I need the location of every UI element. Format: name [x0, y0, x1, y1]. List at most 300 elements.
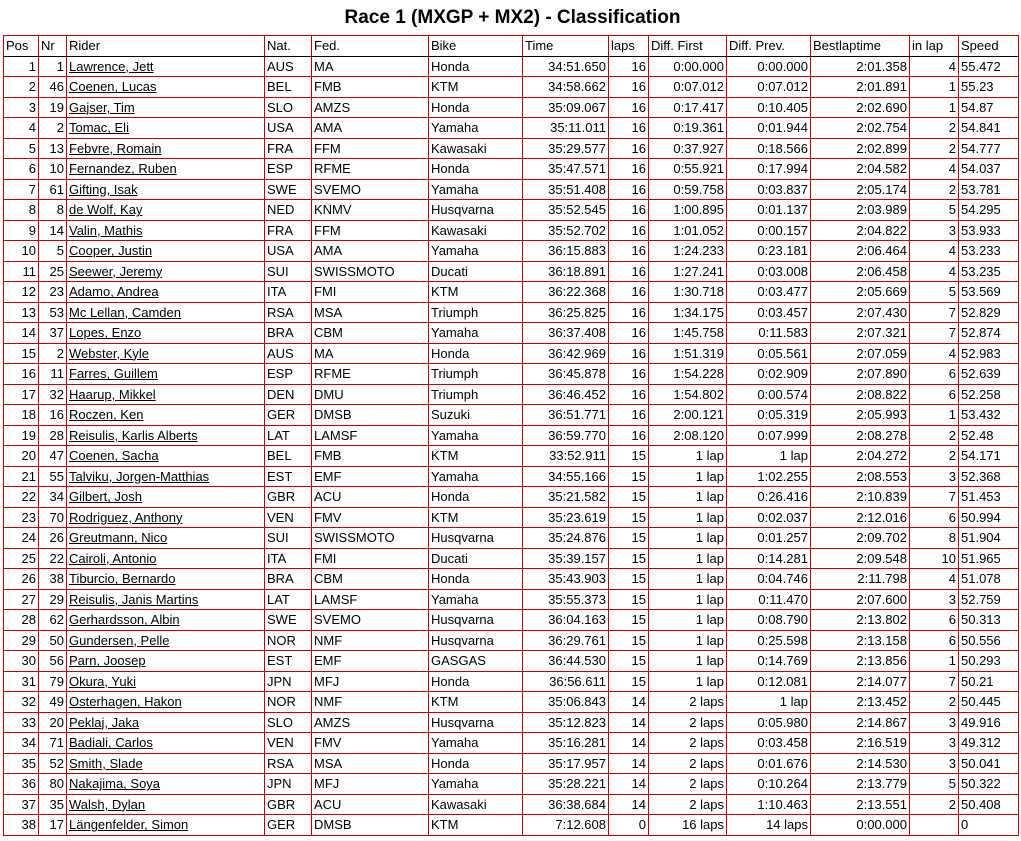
- rider-cell: [67, 384, 265, 405]
- table-row: [4, 446, 1019, 467]
- speed-cell: 54.841: [959, 118, 1019, 139]
- table-row: [4, 774, 1019, 795]
- speed-cell: 0: [959, 815, 1019, 836]
- fed-cell: DMU: [312, 384, 429, 405]
- rider-name-link[interactable]: Mc Lellan, Camden: [69, 304, 181, 320]
- pos-cell: 9: [4, 220, 39, 241]
- in-lap-cell: 4: [910, 343, 959, 364]
- fed-cell: DMSB: [312, 815, 429, 836]
- nat-cell: NOR: [265, 692, 312, 713]
- rider-cell: [67, 815, 265, 836]
- bike-cell: Honda: [429, 753, 523, 774]
- rider-name-link[interactable]: Gajser, Tim: [69, 99, 135, 115]
- time-cell: 35:23.619: [523, 507, 609, 528]
- nat-cell: USA: [265, 241, 312, 262]
- pos-cell: 19: [4, 425, 39, 446]
- bike-cell: Honda: [429, 56, 523, 77]
- laps-cell: 14: [609, 692, 649, 713]
- time-cell: 34:55.166: [523, 466, 609, 487]
- in-lap-cell: 10: [910, 548, 959, 569]
- nat-cell: RSA: [265, 302, 312, 323]
- bike-cell: Yamaha: [429, 589, 523, 610]
- diff-prev-cell: 14 laps: [727, 815, 811, 836]
- bestlaptime-cell: 2:11.798: [811, 569, 910, 590]
- rider-name-link[interactable]: Lopes, Enzo: [69, 325, 142, 341]
- in-lap-cell: 2: [910, 179, 959, 200]
- diff-first-cell: 2:00.121: [649, 405, 727, 426]
- in-lap-cell: 4: [910, 241, 959, 262]
- nr-cell: 29: [39, 589, 67, 610]
- laps-cell: 14: [609, 733, 649, 754]
- time-cell: 35:16.281: [523, 733, 609, 754]
- bike-cell: Honda: [429, 97, 523, 118]
- nat-cell: ITA: [265, 548, 312, 569]
- bike-cell: Triumph: [429, 302, 523, 323]
- table-row: [4, 815, 1019, 836]
- speed-cell: 53.781: [959, 179, 1019, 200]
- rider-cell: [67, 446, 265, 467]
- nr-cell: 20: [39, 712, 67, 733]
- diff-first-cell: 1 lap: [649, 630, 727, 651]
- bike-cell: Triumph: [429, 384, 523, 405]
- laps-cell: 16: [609, 77, 649, 98]
- in-lap-cell: 2: [910, 425, 959, 446]
- bestlaptime-cell: 2:09.702: [811, 528, 910, 549]
- pos-cell: 36: [4, 774, 39, 795]
- pos-cell: 12: [4, 282, 39, 303]
- diff-first-cell: 2 laps: [649, 794, 727, 815]
- diff-prev-cell: 0:08.790: [727, 610, 811, 631]
- diff-prev-cell: 0:00.000: [727, 56, 811, 77]
- diff-first-cell: 0:07.012: [649, 77, 727, 98]
- diff-prev-cell: 0:00.157: [727, 220, 811, 241]
- bestlaptime-cell: 2:06.464: [811, 241, 910, 262]
- diff-prev-cell: 0:17.994: [727, 159, 811, 180]
- bestlaptime-cell: 2:05.669: [811, 282, 910, 303]
- speed-cell: 52.829: [959, 302, 1019, 323]
- fed-cell: NMF: [312, 630, 429, 651]
- time-cell: 36:18.891: [523, 261, 609, 282]
- nr-cell: 80: [39, 774, 67, 795]
- nr-cell: 47: [39, 446, 67, 467]
- rider-name-link[interactable]: de Wolf, Kay: [69, 202, 143, 218]
- diff-prev-cell: 0:10.264: [727, 774, 811, 795]
- rider-name-link[interactable]: Seewer, Jeremy: [69, 263, 163, 279]
- nat-cell: SUI: [265, 528, 312, 549]
- diff-first-cell: 1 lap: [649, 569, 727, 590]
- rider-cell: [67, 200, 265, 221]
- rider-name-link[interactable]: Reisulis, Karlis Alberts: [69, 427, 198, 443]
- nr-cell: 5: [39, 241, 67, 262]
- in-lap-cell: 1: [910, 97, 959, 118]
- time-cell: 36:38.684: [523, 794, 609, 815]
- table-row: [4, 77, 1019, 98]
- speed-cell: 54.87: [959, 97, 1019, 118]
- rider-name-link[interactable]: Greutmann, Nico: [69, 530, 168, 546]
- speed-cell: 54.171: [959, 446, 1019, 467]
- bestlaptime-cell: 2:16.519: [811, 733, 910, 754]
- time-cell: 35:11.011: [523, 118, 609, 139]
- header-diff-prev: Diff. Prev.: [727, 36, 811, 57]
- fed-cell: FMI: [312, 548, 429, 569]
- speed-cell: 52.983: [959, 343, 1019, 364]
- laps-cell: 16: [609, 261, 649, 282]
- diff-prev-cell: 0:03.008: [727, 261, 811, 282]
- bike-cell: GASGAS: [429, 651, 523, 672]
- rider-cell: [67, 630, 265, 651]
- rider-name-link[interactable]: Tomac, Eli: [69, 120, 129, 136]
- bestlaptime-cell: 2:13.856: [811, 651, 910, 672]
- speed-cell: 52.639: [959, 364, 1019, 385]
- pos-cell: 4: [4, 118, 39, 139]
- rider-name-link[interactable]: Parn, Joosep: [69, 653, 146, 669]
- table-row: [4, 261, 1019, 282]
- speed-cell: 53.235: [959, 261, 1019, 282]
- table-row: [4, 118, 1019, 139]
- table-row: [4, 630, 1019, 651]
- fed-cell: MFJ: [312, 774, 429, 795]
- header-row: [4, 36, 1019, 57]
- time-cell: 36:22.368: [523, 282, 609, 303]
- in-lap-cell: 2: [910, 446, 959, 467]
- in-lap-cell: [910, 815, 959, 836]
- bestlaptime-cell: 2:07.430: [811, 302, 910, 323]
- pos-cell: 7: [4, 179, 39, 200]
- bike-cell: KTM: [429, 77, 523, 98]
- bike-cell: Yamaha: [429, 774, 523, 795]
- rider-name-link[interactable]: Gerhardsson, Albin: [69, 612, 180, 628]
- in-lap-cell: 4: [910, 261, 959, 282]
- nat-cell: ESP: [265, 364, 312, 385]
- header-speed: Speed: [959, 36, 1019, 57]
- rider-cell: [67, 97, 265, 118]
- rider-cell: [67, 712, 265, 733]
- nat-cell: SLO: [265, 712, 312, 733]
- rider-name-link[interactable]: Talviku, Jorgen-Matthias: [69, 468, 210, 484]
- rider-cell: [67, 692, 265, 713]
- rider-cell: [67, 282, 265, 303]
- rider-name-link[interactable]: Coenen, Lucas: [69, 79, 157, 95]
- nat-cell: GER: [265, 405, 312, 426]
- bestlaptime-cell: 2:02.899: [811, 138, 910, 159]
- rider-name-link[interactable]: Webster, Kyle: [69, 345, 149, 361]
- rider-name-link[interactable]: Febvre, Romain: [69, 140, 162, 156]
- header-nr: Nr: [39, 36, 67, 57]
- time-cell: 35:09.067: [523, 97, 609, 118]
- nat-cell: GBR: [265, 487, 312, 508]
- fed-cell: SWISSMOTO: [312, 528, 429, 549]
- in-lap-cell: 3: [910, 466, 959, 487]
- fed-cell: FMB: [312, 446, 429, 467]
- rider-name-link[interactable]: Gifting, Isak: [69, 181, 138, 197]
- laps-cell: 16: [609, 97, 649, 118]
- rider-name-link[interactable]: Gilbert, Josh: [69, 489, 142, 505]
- nat-cell: SUI: [265, 261, 312, 282]
- bestlaptime-cell: 2:13.802: [811, 610, 910, 631]
- table-row: [4, 138, 1019, 159]
- bike-cell: Ducati: [429, 261, 523, 282]
- rider-name-link[interactable]: Rodriguez, Anthony: [69, 509, 183, 525]
- speed-cell: 53.233: [959, 241, 1019, 262]
- rider-name-link[interactable]: Badiali, Carlos: [69, 735, 153, 751]
- rider-name-link[interactable]: Lawrence, Jett: [69, 58, 154, 74]
- pos-cell: 32: [4, 692, 39, 713]
- diff-first-cell: 1:30.718: [649, 282, 727, 303]
- fed-cell: KNMV: [312, 200, 429, 221]
- pos-cell: 38: [4, 815, 39, 836]
- diff-first-cell: 2 laps: [649, 692, 727, 713]
- rider-name-link[interactable]: Farres, Guillem: [69, 366, 158, 382]
- time-cell: 34:51.650: [523, 56, 609, 77]
- diff-prev-cell: 0:23.181: [727, 241, 811, 262]
- diff-first-cell: 1 lap: [649, 610, 727, 631]
- rider-name-link[interactable]: Roczen, Ken: [69, 407, 144, 423]
- page-title: Race 1 (MXGP + MX2) - Classification: [344, 7, 681, 28]
- speed-cell: 50.994: [959, 507, 1019, 528]
- nr-cell: 61: [39, 179, 67, 200]
- in-lap-cell: 1: [910, 405, 959, 426]
- pos-cell: 34: [4, 733, 39, 754]
- pos-cell: 18: [4, 405, 39, 426]
- rider-name-link[interactable]: Walsh, Dylan: [69, 796, 146, 812]
- bestlaptime-cell: 2:04.582: [811, 159, 910, 180]
- table-row: [4, 425, 1019, 446]
- bestlaptime-cell: 2:04.272: [811, 446, 910, 467]
- rider-name-link[interactable]: Peklaj, Jaka: [69, 714, 140, 730]
- rider-name-link[interactable]: Osterhagen, Hakon: [69, 694, 182, 710]
- table-row: [4, 507, 1019, 528]
- rider-name-link[interactable]: Cairoli, Antonio: [69, 550, 157, 566]
- rider-name-link[interactable]: Gundersen, Pelle: [69, 632, 170, 648]
- bestlaptime-cell: 2:02.754: [811, 118, 910, 139]
- time-cell: 36:46.452: [523, 384, 609, 405]
- bestlaptime-cell: 2:02.690: [811, 97, 910, 118]
- diff-prev-cell: 0:01.676: [727, 753, 811, 774]
- rider-name-link[interactable]: Längenfelder, Simon: [69, 817, 189, 833]
- rider-name-link[interactable]: Reisulis, Janis Martins: [69, 591, 199, 607]
- speed-cell: 51.904: [959, 528, 1019, 549]
- nat-cell: JPN: [265, 774, 312, 795]
- fed-cell: NMF: [312, 692, 429, 713]
- laps-cell: 16: [609, 179, 649, 200]
- rider-name-link[interactable]: Valin, Mathis: [69, 222, 143, 238]
- fed-cell: RFME: [312, 159, 429, 180]
- diff-prev-cell: 1 lap: [727, 692, 811, 713]
- bestlaptime-cell: 2:13.452: [811, 692, 910, 713]
- diff-prev-cell: 0:14.769: [727, 651, 811, 672]
- rider-name-link[interactable]: Smith, Slade: [69, 755, 143, 771]
- rider-name-link[interactable]: Okura, Yuki: [69, 673, 136, 689]
- time-cell: 35:51.408: [523, 179, 609, 200]
- time-cell: 33:52.911: [523, 446, 609, 467]
- fed-cell: EMF: [312, 651, 429, 672]
- pos-cell: 28: [4, 610, 39, 631]
- diff-prev-cell: 0:03.837: [727, 179, 811, 200]
- pos-cell: 24: [4, 528, 39, 549]
- time-cell: 36:56.611: [523, 671, 609, 692]
- nr-cell: 1: [39, 56, 67, 77]
- rider-cell: [67, 323, 265, 344]
- rider-name-link[interactable]: Nakajima, Soya: [69, 776, 161, 792]
- speed-cell: 53.432: [959, 405, 1019, 426]
- rider-name-link[interactable]: Cooper, Justin: [69, 243, 153, 259]
- speed-cell: 52.874: [959, 323, 1019, 344]
- diff-prev-cell: 0:05.319: [727, 405, 811, 426]
- pos-cell: 30: [4, 651, 39, 672]
- nr-cell: 71: [39, 733, 67, 754]
- diff-first-cell: 1 lap: [649, 548, 727, 569]
- time-cell: 35:24.876: [523, 528, 609, 549]
- bike-cell: Kawasaki: [429, 220, 523, 241]
- nr-cell: 56: [39, 651, 67, 672]
- nr-cell: 50: [39, 630, 67, 651]
- diff-first-cell: 2:08.120: [649, 425, 727, 446]
- in-lap-cell: 8: [910, 528, 959, 549]
- diff-first-cell: 2 laps: [649, 712, 727, 733]
- fed-cell: FMI: [312, 282, 429, 303]
- laps-cell: 15: [609, 671, 649, 692]
- diff-first-cell: 1 lap: [649, 651, 727, 672]
- bestlaptime-cell: 2:07.600: [811, 589, 910, 610]
- bike-cell: Husqvarna: [429, 200, 523, 221]
- nat-cell: BEL: [265, 77, 312, 98]
- diff-first-cell: 1 lap: [649, 446, 727, 467]
- rider-cell: [67, 487, 265, 508]
- nr-cell: 11: [39, 364, 67, 385]
- bike-cell: Yamaha: [429, 179, 523, 200]
- classification-table: [3, 35, 1019, 836]
- laps-cell: 14: [609, 774, 649, 795]
- table-row: [4, 241, 1019, 262]
- diff-prev-cell: 0:04.746: [727, 569, 811, 590]
- rider-name-link[interactable]: Haarup, Mikkel: [69, 386, 156, 402]
- rider-name-link[interactable]: Fernandez, Ruben: [69, 161, 177, 177]
- table-row: [4, 466, 1019, 487]
- pos-cell: 25: [4, 548, 39, 569]
- laps-cell: 15: [609, 466, 649, 487]
- rider-cell: [67, 261, 265, 282]
- diff-prev-cell: 0:26.416: [727, 487, 811, 508]
- laps-cell: 16: [609, 220, 649, 241]
- in-lap-cell: 5: [910, 774, 959, 795]
- time-cell: 35:17.957: [523, 753, 609, 774]
- bestlaptime-cell: 2:13.158: [811, 630, 910, 651]
- speed-cell: 53.569: [959, 282, 1019, 303]
- bestlaptime-cell: 2:07.321: [811, 323, 910, 344]
- bike-cell: Yamaha: [429, 733, 523, 754]
- laps-cell: 15: [609, 507, 649, 528]
- rider-cell: [67, 589, 265, 610]
- bestlaptime-cell: 2:10.839: [811, 487, 910, 508]
- in-lap-cell: 7: [910, 323, 959, 344]
- header-laps: laps: [609, 36, 649, 57]
- bestlaptime-cell: 2:13.779: [811, 774, 910, 795]
- pos-cell: 27: [4, 589, 39, 610]
- diff-first-cell: 1 lap: [649, 671, 727, 692]
- in-lap-cell: 4: [910, 569, 959, 590]
- diff-prev-cell: 0:01.257: [727, 528, 811, 549]
- pos-cell: 6: [4, 159, 39, 180]
- rider-name-link[interactable]: Adamo, Andrea: [69, 284, 159, 300]
- diff-first-cell: 1:24.233: [649, 241, 727, 262]
- bike-cell: Triumph: [429, 364, 523, 385]
- table-row: [4, 405, 1019, 426]
- rider-name-link[interactable]: Tiburcio, Bernardo: [69, 571, 176, 587]
- bike-cell: Honda: [429, 343, 523, 364]
- diff-first-cell: 1 lap: [649, 507, 727, 528]
- bike-cell: Honda: [429, 159, 523, 180]
- bestlaptime-cell: 2:09.548: [811, 548, 910, 569]
- bike-cell: Husqvarna: [429, 610, 523, 631]
- diff-prev-cell: 0:07.999: [727, 425, 811, 446]
- time-cell: 35:47.571: [523, 159, 609, 180]
- fed-cell: EMF: [312, 466, 429, 487]
- bestlaptime-cell: 2:01.358: [811, 56, 910, 77]
- rider-name-link[interactable]: Coenen, Sacha: [69, 448, 159, 464]
- header-diff-first: Diff. First: [649, 36, 727, 57]
- bestlaptime-cell: 2:14.867: [811, 712, 910, 733]
- nr-cell: 37: [39, 323, 67, 344]
- diff-first-cell: 0:19.361: [649, 118, 727, 139]
- bike-cell: KTM: [429, 815, 523, 836]
- bike-cell: Yamaha: [429, 118, 523, 139]
- fed-cell: ACU: [312, 487, 429, 508]
- nat-cell: AUS: [265, 343, 312, 364]
- table-row: [4, 364, 1019, 385]
- header-time: Time: [523, 36, 609, 57]
- bestlaptime-cell: 2:12.016: [811, 507, 910, 528]
- in-lap-cell: 7: [910, 302, 959, 323]
- nr-cell: 55: [39, 466, 67, 487]
- fed-cell: MA: [312, 343, 429, 364]
- pos-cell: 2: [4, 77, 39, 98]
- speed-cell: 51.453: [959, 487, 1019, 508]
- time-cell: 36:29.761: [523, 630, 609, 651]
- bike-cell: Yamaha: [429, 241, 523, 262]
- header-rider: Rider: [67, 36, 265, 57]
- nat-cell: JPN: [265, 671, 312, 692]
- in-lap-cell: 6: [910, 610, 959, 631]
- nr-cell: 62: [39, 610, 67, 631]
- rider-cell: [67, 118, 265, 139]
- rider-cell: [67, 733, 265, 754]
- nat-cell: VEN: [265, 507, 312, 528]
- header-fed: Fed.: [312, 36, 429, 57]
- bike-cell: Suzuki: [429, 405, 523, 426]
- bestlaptime-cell: 2:05.993: [811, 405, 910, 426]
- in-lap-cell: 4: [910, 56, 959, 77]
- bike-cell: Honda: [429, 671, 523, 692]
- bestlaptime-cell: 2:07.059: [811, 343, 910, 364]
- header-bestlaptime: Bestlaptime: [811, 36, 910, 57]
- in-lap-cell: 7: [910, 487, 959, 508]
- pos-cell: 20: [4, 446, 39, 467]
- fed-cell: AMZS: [312, 97, 429, 118]
- rider-cell: [67, 343, 265, 364]
- diff-first-cell: 1:01.052: [649, 220, 727, 241]
- speed-cell: 51.965: [959, 548, 1019, 569]
- time-cell: 35:12.823: [523, 712, 609, 733]
- nat-cell: SLO: [265, 97, 312, 118]
- pos-cell: 3: [4, 97, 39, 118]
- bike-cell: Yamaha: [429, 425, 523, 446]
- diff-first-cell: 1:54.802: [649, 384, 727, 405]
- laps-cell: 0: [609, 815, 649, 836]
- nr-cell: 2: [39, 343, 67, 364]
- header-in-lap: in lap: [910, 36, 959, 57]
- time-cell: 35:29.577: [523, 138, 609, 159]
- nr-cell: 52: [39, 753, 67, 774]
